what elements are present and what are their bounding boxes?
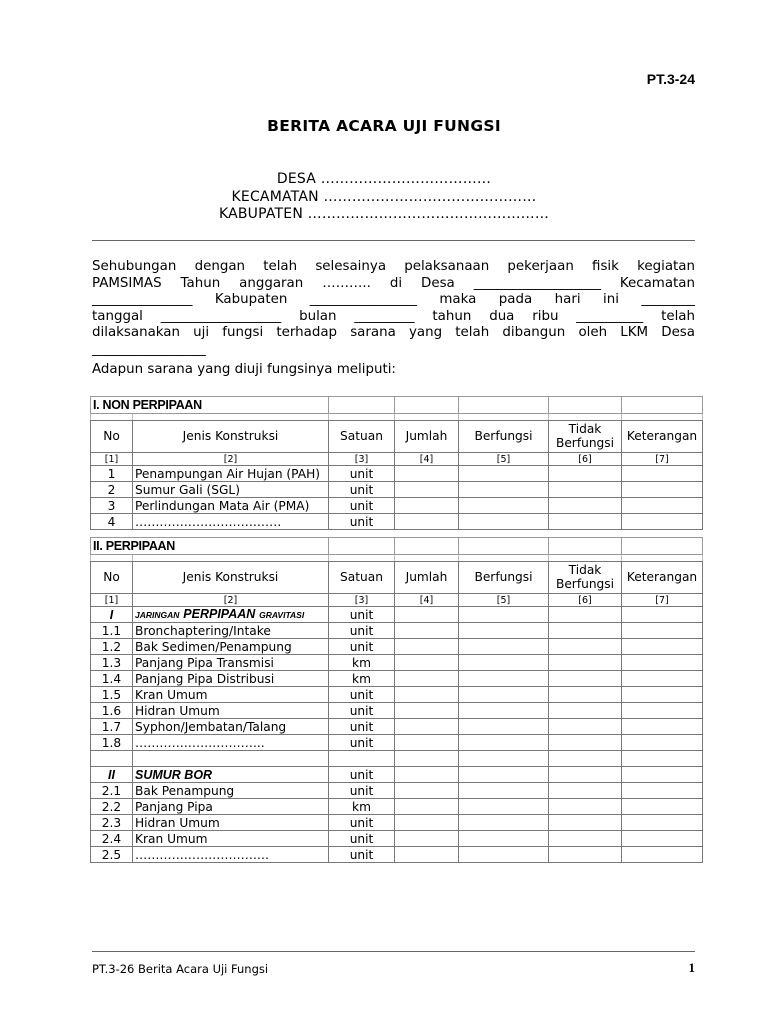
cell-jumlah[interactable] [395, 687, 459, 703]
cell-berfungsi[interactable] [459, 719, 549, 735]
header-tidak-berfungsi: Tidak Berfungsi [549, 562, 622, 594]
section-header-row [91, 397, 703, 414]
cell-keterangan[interactable] [622, 719, 703, 735]
cell-berfungsi[interactable] [459, 514, 549, 530]
cell-berfungsi[interactable] [459, 735, 549, 751]
group-header-row [91, 607, 703, 623]
row-jenis: Panjang Pipa Distribusi [133, 671, 329, 687]
row-jenis: Kran Umum [133, 831, 329, 847]
table-row [91, 703, 703, 719]
table-row [91, 799, 703, 815]
group-no: II [91, 767, 133, 783]
row-jenis: Kran Umum [133, 687, 329, 703]
paragraph-line: dilaksanakan uji fungsi terhadap sarana yang telah dibangun oleh LKM Desa [92, 325, 695, 340]
cell-berfungsi[interactable] [459, 623, 549, 639]
header-divider [92, 240, 695, 241]
row-satuan: unit [329, 783, 395, 799]
cell-tidak-berfungsi[interactable] [549, 623, 622, 639]
address-kabupaten: KABUPATEN …………………………………………… [218, 206, 550, 222]
cell-berfungsi[interactable] [459, 847, 549, 863]
cell-jumlah[interactable] [395, 655, 459, 671]
row-jenis: ………………………….. [133, 735, 329, 751]
cell-jumlah[interactable] [395, 815, 459, 831]
cell-keterangan[interactable] [622, 482, 703, 498]
table-row [91, 623, 703, 639]
cell-berfungsi[interactable] [459, 466, 549, 482]
footer-divider [92, 951, 695, 952]
table-row [91, 783, 703, 799]
cell-tidak-berfungsi[interactable] [549, 671, 622, 687]
table-row [91, 466, 703, 482]
index-cell: [2] [133, 594, 329, 607]
section-header-row [91, 538, 703, 555]
header-no: No [91, 562, 133, 594]
row-satuan: unit [329, 847, 395, 863]
cell-berfungsi[interactable] [459, 687, 549, 703]
header-keterangan: Keterangan [622, 421, 703, 453]
cell-tidak-berfungsi[interactable] [549, 783, 622, 799]
row-no: 2.5 [91, 847, 133, 863]
row-satuan: unit [329, 703, 395, 719]
header-satuan: Satuan [329, 421, 395, 453]
row-no: 3 [91, 498, 133, 514]
cell-tidak-berfungsi[interactable] [549, 831, 622, 847]
cell-keterangan[interactable] [622, 514, 703, 530]
table-row [91, 687, 703, 703]
cell-keterangan[interactable] [622, 735, 703, 751]
header-jenis: Jenis Konstruksi [133, 421, 329, 453]
row-satuan: unit [329, 719, 395, 735]
row-jenis: Bak Penampung [133, 783, 329, 799]
row-no: 2.1 [91, 783, 133, 799]
header-jumlah: Jumlah [395, 562, 459, 594]
cell-jumlah[interactable] [395, 466, 459, 482]
group-header-row [91, 767, 703, 783]
cell-keterangan[interactable] [622, 831, 703, 847]
cell-berfungsi[interactable] [459, 703, 549, 719]
row-jenis: ……………………………… [133, 514, 329, 530]
paragraph-line: _______________ Kabupaten ________________ maka pada hari ini ________ [92, 292, 695, 307]
row-no: 2 [91, 482, 133, 498]
cell-jumlah[interactable] [395, 498, 459, 514]
section-label: II. PERPIPAAN [91, 538, 329, 555]
row-jenis: …………………………… [133, 847, 329, 863]
row-no: 1.8 [91, 735, 133, 751]
row-no: 1.5 [91, 687, 133, 703]
row-jenis: Syphon/Jembatan/Talang [133, 719, 329, 735]
cell-keterangan[interactable] [622, 703, 703, 719]
cell-tidak-berfungsi[interactable] [549, 799, 622, 815]
index-cell: [6] [549, 594, 622, 607]
row-satuan: km [329, 655, 395, 671]
cell-keterangan[interactable] [622, 671, 703, 687]
cell-keterangan[interactable] [622, 498, 703, 514]
header-berfungsi: Berfungsi [459, 562, 549, 594]
row-satuan: unit [329, 607, 395, 623]
table-row [91, 671, 703, 687]
cell-tidak-berfungsi[interactable] [549, 482, 622, 498]
cell-jumlah[interactable] [395, 514, 459, 530]
row-no: 1.1 [91, 623, 133, 639]
row-satuan: unit [329, 831, 395, 847]
row-jenis: Penampungan Air Hujan (PAH) [133, 466, 329, 482]
cell-keterangan[interactable] [622, 847, 703, 863]
cell-tidak-berfungsi[interactable] [549, 847, 622, 863]
index-cell: [5] [459, 453, 549, 466]
cell-jumlah[interactable] [395, 719, 459, 735]
cell-jumlah[interactable] [395, 671, 459, 687]
row-satuan: unit [329, 767, 395, 783]
intro-text: Adapun sarana yang diuji fungsinya meliputi: [92, 362, 396, 377]
body-paragraph [92, 259, 695, 358]
table-row [91, 639, 703, 655]
group-label: SUMUR BOR [133, 767, 329, 783]
index-cell: [1] [91, 453, 133, 466]
row-satuan: unit [329, 639, 395, 655]
row-jenis: Hidran Umum [133, 703, 329, 719]
index-cell: [5] [459, 594, 549, 607]
row-jenis: Perlindungan Mata Air (PMA) [133, 498, 329, 514]
row-no: 2.2 [91, 799, 133, 815]
cell-berfungsi[interactable] [459, 831, 549, 847]
table-header-row [91, 562, 703, 594]
group-label: JARINGAN PERPIPAAN GRAVITASI [133, 607, 329, 623]
index-cell: [3] [329, 453, 395, 466]
row-jenis: Bak Sedimen/Penampung [133, 639, 329, 655]
cell-jumlah[interactable] [395, 799, 459, 815]
cell-berfungsi[interactable] [459, 607, 549, 623]
document-title: BERITA ACARA UJI FUNGSI [267, 117, 501, 135]
row-no: 1.3 [91, 655, 133, 671]
row-satuan: unit [329, 735, 395, 751]
row-satuan: unit [329, 482, 395, 498]
paragraph-line: PAMSIMAS Tahun anggaran ……….. di Desa ___________________ Kecamatan [92, 275, 695, 291]
header-satuan: Satuan [329, 562, 395, 594]
header-tidak-berfungsi: Tidak Berfungsi [549, 421, 622, 453]
table-row [91, 655, 703, 671]
row-no: 1.7 [91, 719, 133, 735]
cell-tidak-berfungsi[interactable] [549, 655, 622, 671]
cell-berfungsi[interactable] [459, 671, 549, 687]
cell-tidak-berfungsi[interactable] [549, 466, 622, 482]
cell-jumlah[interactable] [395, 607, 459, 623]
header-jenis: Jenis Konstruksi [133, 562, 329, 594]
paragraph-line: _________________ [92, 341, 206, 357]
row-satuan: unit [329, 514, 395, 530]
cell-jumlah[interactable] [395, 623, 459, 639]
cell-keterangan[interactable] [622, 815, 703, 831]
cell-jumlah[interactable] [395, 735, 459, 751]
index-cell: [7] [622, 453, 703, 466]
index-row [91, 594, 703, 607]
table-row [91, 847, 703, 863]
cell-tidak-berfungsi[interactable] [549, 639, 622, 655]
cell-berfungsi[interactable] [459, 639, 549, 655]
row-no: 1.4 [91, 671, 133, 687]
cell-tidak-berfungsi[interactable] [549, 498, 622, 514]
footer-doc-ref: PT.3-26 Berita Acara Uji Fungsi [92, 962, 269, 976]
header-jumlah: Jumlah [395, 421, 459, 453]
cell-keterangan[interactable] [622, 687, 703, 703]
address-kecamatan: KECAMATAN ……………………………………… [231, 189, 537, 205]
index-cell: [6] [549, 453, 622, 466]
cell-berfungsi[interactable] [459, 482, 549, 498]
index-cell: [7] [622, 594, 703, 607]
cell-berfungsi[interactable] [459, 655, 549, 671]
row-jenis: Hidran Umum [133, 815, 329, 831]
index-cell: [4] [395, 594, 459, 607]
cell-jumlah[interactable] [395, 831, 459, 847]
row-no: 1 [91, 466, 133, 482]
cell-tidak-berfungsi[interactable] [549, 703, 622, 719]
row-no: 4 [91, 514, 133, 530]
index-cell: [4] [395, 453, 459, 466]
index-cell: [2] [133, 453, 329, 466]
header-no: No [91, 421, 133, 453]
index-cell: [1] [91, 594, 133, 607]
table-header-row [91, 421, 703, 453]
cell-berfungsi[interactable] [459, 498, 549, 514]
cell-keterangan[interactable] [622, 607, 703, 623]
cell-keterangan[interactable] [622, 799, 703, 815]
row-no: 2.3 [91, 815, 133, 831]
cell-tidak-berfungsi[interactable] [549, 767, 622, 783]
row-jenis: Sumur Gali (SGL) [133, 482, 329, 498]
cell-jumlah[interactable] [395, 482, 459, 498]
cell-jumlah[interactable] [395, 783, 459, 799]
cell-keterangan[interactable] [622, 767, 703, 783]
cell-keterangan[interactable] [622, 639, 703, 655]
index-row [91, 453, 703, 466]
table-row [91, 514, 703, 530]
row-satuan: unit [329, 815, 395, 831]
cell-berfungsi[interactable] [459, 767, 549, 783]
cell-jumlah[interactable] [395, 847, 459, 863]
row-jenis: Bronchaptering/Intake [133, 623, 329, 639]
cell-tidak-berfungsi[interactable] [549, 735, 622, 751]
cell-keterangan[interactable] [622, 783, 703, 799]
cell-tidak-berfungsi[interactable] [549, 514, 622, 530]
address-desa: DESA ……………………………… [276, 171, 492, 187]
table-row [91, 482, 703, 498]
document-code: PT.3-24 [646, 71, 695, 87]
section-label: I. NON PERPIPAAN [91, 397, 329, 414]
cell-tidak-berfungsi[interactable] [549, 719, 622, 735]
row-jenis: Panjang Pipa Transmisi [133, 655, 329, 671]
paragraph-line: tanggal __________________ bulan _________ tahun dua ribu __________ telah [92, 308, 695, 324]
cell-tidak-berfungsi[interactable] [549, 815, 622, 831]
spacer-row [91, 751, 703, 767]
cell-keterangan[interactable] [622, 466, 703, 482]
cell-berfungsi[interactable] [459, 783, 549, 799]
row-satuan: unit [329, 687, 395, 703]
header-keterangan: Keterangan [622, 562, 703, 594]
cell-tidak-berfungsi[interactable] [549, 687, 622, 703]
row-no: 1.2 [91, 639, 133, 655]
row-jenis: Panjang Pipa [133, 799, 329, 815]
table-row [91, 815, 703, 831]
cell-tidak-berfungsi[interactable] [549, 607, 622, 623]
table-row [91, 831, 703, 847]
row-satuan: unit [329, 498, 395, 514]
table-non-perpipaan [90, 396, 703, 530]
table-row [91, 498, 703, 514]
group-no: I [91, 607, 133, 623]
table-row [91, 719, 703, 735]
cell-jumlah[interactable] [395, 703, 459, 719]
cell-berfungsi[interactable] [459, 815, 549, 831]
row-satuan: km [329, 671, 395, 687]
cell-keterangan[interactable] [622, 623, 703, 639]
row-satuan: unit [329, 623, 395, 639]
table-perpipaan [90, 537, 703, 863]
paragraph-line: Sehubungan dengan telah selesainya pelaksanaan pekerjaan fisik kegiatan [92, 259, 695, 274]
row-no: 2.4 [91, 831, 133, 847]
header-berfungsi: Berfungsi [459, 421, 549, 453]
row-satuan: km [329, 799, 395, 815]
cell-keterangan[interactable] [622, 655, 703, 671]
cell-jumlah[interactable] [395, 639, 459, 655]
index-cell: [3] [329, 594, 395, 607]
cell-berfungsi[interactable] [459, 799, 549, 815]
page-number: 1 [688, 960, 695, 975]
table-row [91, 735, 703, 751]
cell-jumlah[interactable] [395, 767, 459, 783]
row-no: 1.6 [91, 703, 133, 719]
row-satuan: unit [329, 466, 395, 482]
